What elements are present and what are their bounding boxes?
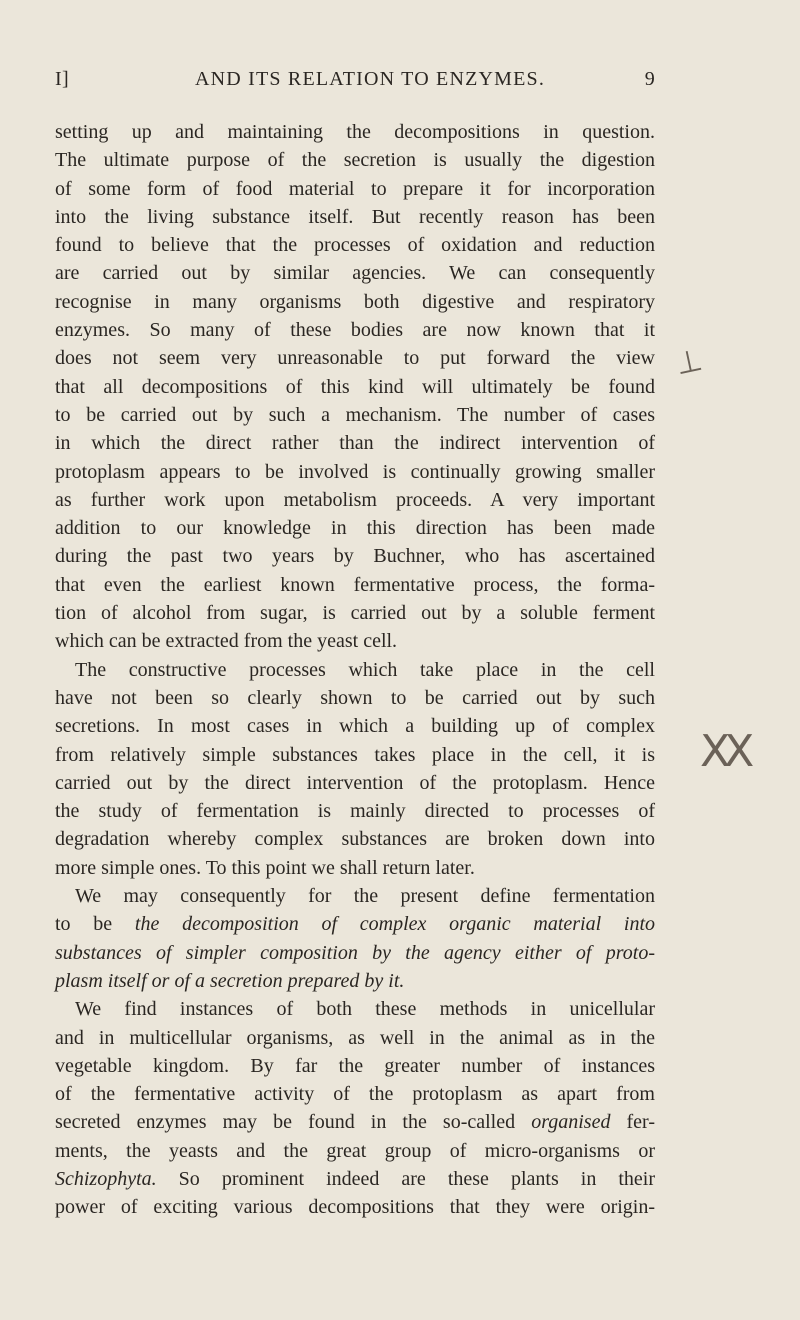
text-line: does not seem very unreasonable to put forward the view	[55, 347, 655, 370]
text-line: of some form of food material to prepare it for incorporation	[55, 177, 655, 200]
text-line	[55, 910, 655, 938]
pencil-mark-double-x: XX	[700, 726, 749, 777]
text-line: enzymes. So many of these bodies are now known that it	[55, 319, 655, 342]
text-line	[55, 939, 655, 967]
text-line: are carried out by similar agencies. We can consequently	[55, 262, 655, 285]
text-line: carried out by the direct intervention of the protoplasm. Hence	[55, 771, 655, 794]
text-line: into the living substance itself. But recently reason has been	[55, 205, 655, 228]
text-line: found to believe that the processes of oxidation and reduction	[55, 234, 655, 257]
text-line: of the fermentative activity of the protoplasm as apart from	[55, 1083, 655, 1106]
text-line: as further work upon metabolism proceeds. A very important	[55, 488, 655, 511]
text-run: to be	[55, 913, 135, 936]
text-line: during the past two years by Buchner, who has ascertained	[55, 545, 655, 568]
text-line: ments, the yeasts and the great group of micro-organisms or	[55, 1139, 655, 1162]
text-line: that all decompositions of this kind will ultimately be found	[55, 375, 655, 398]
text-line	[55, 1165, 655, 1193]
page-number: 9	[644, 68, 655, 90]
text-line: The constructive processes which take place in the cell	[75, 658, 655, 681]
text-line: more simple ones. To this point we shall return later.	[55, 856, 475, 879]
text-line: We find instances of both these methods in unicellular	[75, 998, 655, 1021]
text-line: have not been so clearly shown to be carried out by such	[55, 686, 655, 709]
running-title: AND ITS RELATION TO ENZYMES.	[195, 68, 546, 90]
text-line	[55, 1108, 655, 1136]
text-line: and in multicellular organisms, as well in the animal as in the	[55, 1026, 655, 1049]
text-line: that even the earliest known fermentative process, the forma-	[55, 573, 655, 596]
text-line: The ultimate purpose of the secretion is usually the digestion	[55, 149, 655, 172]
italic-text: plasm itself or of a secretion prepared by it.	[55, 969, 405, 992]
text-line: to be carried out by such a mechanism. The number of cases	[55, 403, 655, 426]
text-run: So prominent indeed are these plants in their	[156, 1167, 655, 1190]
italic-text: organised	[531, 1111, 611, 1134]
text-line: in which the direct rather than the indirect intervention of	[55, 432, 655, 455]
text-line: secretions. In most cases in which a building up of complex	[55, 715, 655, 738]
text-line: which can be extracted from the yeast cell.	[55, 630, 398, 653]
text-line: addition to our knowledge in this direction has been made	[55, 517, 655, 540]
running-header	[55, 68, 655, 98]
pencil-mark-cross: ⊥	[672, 342, 706, 383]
text-line: tion of alcohol from sugar, is carried out by a soluble ferment	[55, 602, 655, 625]
italic-text: the decomposition of complex organic material into	[134, 913, 655, 936]
text-run: fer-	[610, 1111, 655, 1134]
text-line: degradation whereby complex substances are broken down into	[55, 828, 655, 851]
body-text	[55, 118, 655, 1222]
text-line: from relatively simple substances takes place in the cell, it is	[55, 743, 655, 766]
text-line: the study of fermentation is mainly directed to processes of	[55, 800, 655, 823]
text-line	[55, 967, 655, 995]
text-line: power of exciting various decompositions that they were origin-	[55, 1196, 655, 1219]
text-line: vegetable kingdom. By far the greater number of instances	[55, 1054, 655, 1077]
text-line: protoplasm appears to be involved is continually growing smaller	[55, 460, 655, 483]
italic-text: Schizophyta.	[55, 1167, 157, 1190]
text-run: secreted enzymes may be found in the so-called	[55, 1111, 532, 1134]
text-line: We may consequently for the present define fermentation	[75, 885, 655, 908]
italic-text: substances of simpler composition by the agency either of proto-	[55, 941, 655, 964]
text-line: recognise in many organisms both digestive and respiratory	[55, 290, 655, 313]
chapter-marker: I]	[55, 68, 69, 90]
text-line: setting up and maintaining the decompositions in question.	[55, 121, 655, 143]
